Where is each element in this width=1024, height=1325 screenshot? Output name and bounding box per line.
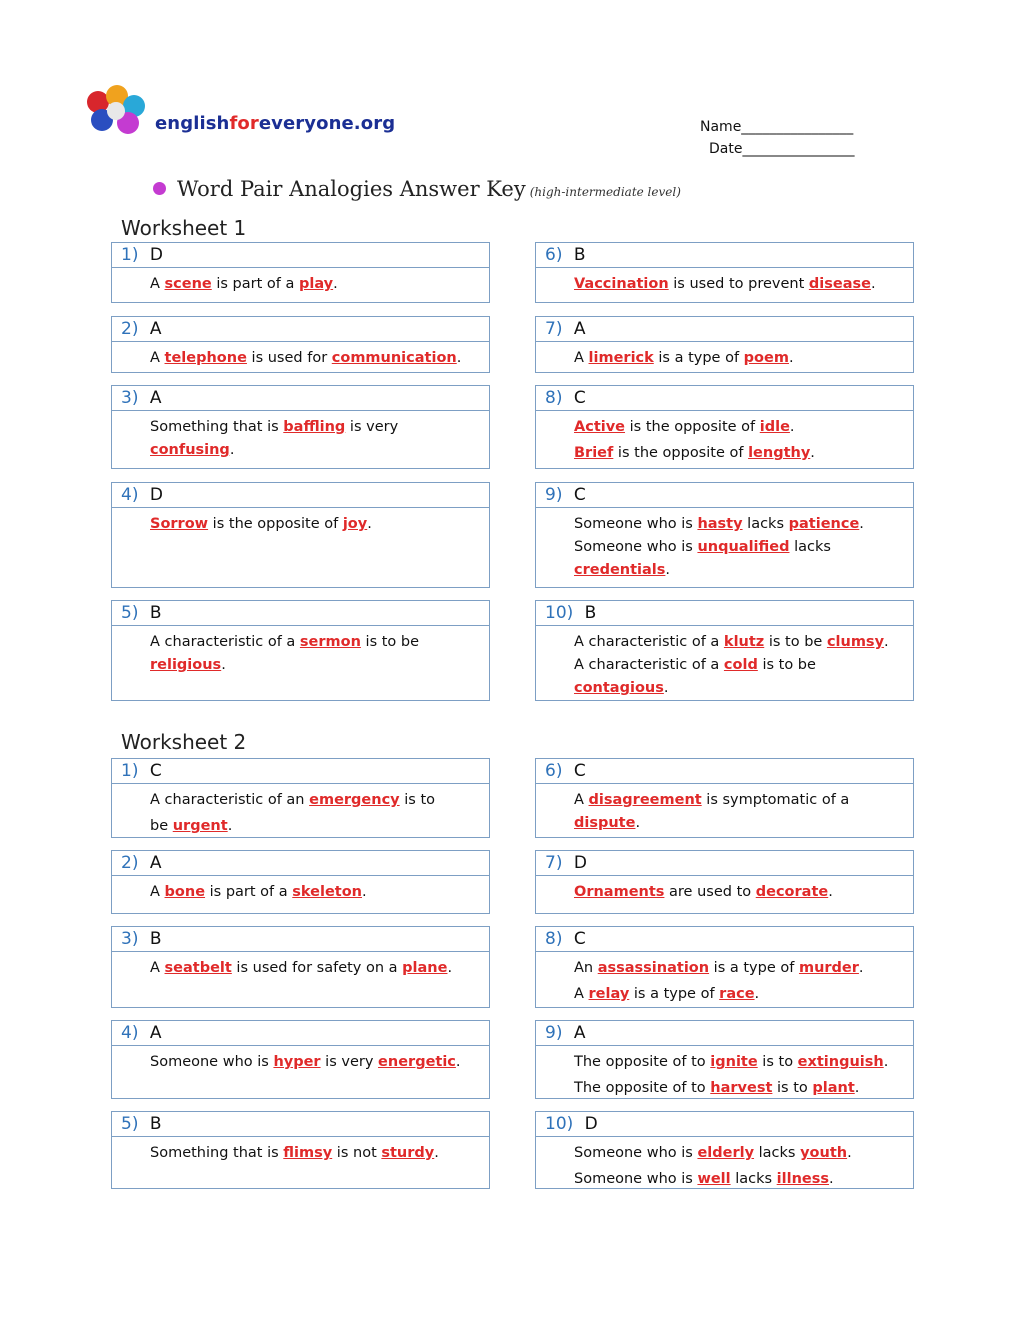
keyword: scene bbox=[164, 276, 212, 292]
keyword: disagreement bbox=[588, 792, 702, 808]
answer-letter: A bbox=[568, 1023, 586, 1043]
explanation-text: . bbox=[884, 634, 889, 650]
explanation-text: Someone who is bbox=[574, 516, 698, 532]
explanation-line bbox=[150, 789, 479, 812]
explanation-line bbox=[574, 273, 903, 296]
explanation-text: is very bbox=[320, 1054, 379, 1070]
explanation-text: . bbox=[227, 818, 233, 834]
worksheet-heading: Worksheet 2 bbox=[121, 730, 247, 754]
keyword: emergency bbox=[309, 792, 400, 808]
answer-card bbox=[535, 1111, 914, 1189]
keyword: assassination bbox=[597, 960, 710, 976]
answer-card bbox=[535, 385, 914, 469]
explanation-line bbox=[574, 983, 903, 1006]
explanation-text: The opposite of to bbox=[574, 1080, 711, 1096]
keyword: lengthy bbox=[748, 445, 811, 461]
explanation-text: . bbox=[447, 960, 453, 976]
explanation-text: . bbox=[229, 442, 235, 458]
explanation-text: A bbox=[574, 986, 589, 1002]
explanation-text: . bbox=[456, 350, 462, 366]
explanation-text: is the opposite of bbox=[625, 419, 760, 435]
answer-letter: B bbox=[144, 929, 162, 949]
answer-card bbox=[111, 600, 490, 701]
answer-card-header bbox=[112, 483, 489, 508]
keyword: Sorrow bbox=[150, 516, 209, 532]
explanation-text: lacks bbox=[742, 516, 789, 532]
keyword: credentials bbox=[574, 562, 666, 578]
explanation-text: A bbox=[150, 276, 165, 292]
answer-letter: C bbox=[568, 929, 586, 949]
explanation-text: The opposite of to bbox=[574, 1054, 711, 1070]
explanation-text: . bbox=[810, 445, 815, 461]
explanation-text: A characteristic of a bbox=[574, 634, 724, 650]
question-number: 7) bbox=[545, 853, 563, 873]
keyword: Vaccination bbox=[574, 276, 669, 292]
answer-card bbox=[535, 316, 914, 373]
keyword: clumsy bbox=[826, 634, 885, 650]
keyword: illness bbox=[776, 1171, 830, 1187]
question-number: 10) bbox=[545, 603, 574, 623]
keyword: race bbox=[719, 986, 755, 1002]
answer-letter: A bbox=[144, 319, 162, 339]
explanation-text: is to bbox=[399, 792, 435, 808]
explanation-text: lacks bbox=[789, 539, 831, 555]
answer-letter: C bbox=[568, 388, 586, 408]
explanation-text: be bbox=[150, 818, 173, 834]
explanation-line bbox=[574, 513, 903, 536]
question-number: 9) bbox=[545, 485, 563, 505]
explanation-text: is the opposite of bbox=[208, 516, 343, 532]
explanation-text: . bbox=[665, 562, 671, 578]
answer-card-header bbox=[536, 927, 913, 952]
keyword: Active bbox=[574, 419, 626, 435]
keyword: energetic bbox=[378, 1054, 456, 1070]
answer-card bbox=[535, 926, 914, 1008]
keyword: relay bbox=[588, 986, 630, 1002]
question-number: 6) bbox=[545, 761, 563, 781]
answer-card-header bbox=[536, 1021, 913, 1046]
answer-card bbox=[111, 482, 490, 588]
answer-explanation bbox=[536, 342, 913, 370]
keyword: sturdy bbox=[381, 1145, 435, 1161]
keyword: poem bbox=[743, 350, 789, 366]
explanation-text: . bbox=[362, 884, 367, 900]
question-number: 2) bbox=[121, 319, 139, 339]
explanation-text: is to be bbox=[360, 634, 420, 650]
answer-card bbox=[111, 926, 490, 1008]
explanation-text: Someone who is bbox=[150, 1054, 274, 1070]
answer-card-header bbox=[536, 1112, 913, 1137]
explanation-line bbox=[574, 559, 903, 582]
explanation-text: is to bbox=[757, 1054, 798, 1070]
keyword: baffling bbox=[283, 419, 346, 435]
explanation-text: . bbox=[333, 276, 338, 292]
answer-explanation bbox=[112, 626, 489, 677]
explanation-line bbox=[150, 881, 479, 904]
explanation-line bbox=[150, 347, 479, 370]
explanation-text: A bbox=[574, 350, 589, 366]
explanation-line bbox=[150, 957, 479, 980]
explanation-text: is very bbox=[345, 419, 399, 435]
answer-letter: A bbox=[144, 853, 162, 873]
explanation-line bbox=[574, 881, 903, 904]
answer-explanation bbox=[112, 268, 489, 296]
explanation-text: . bbox=[828, 884, 833, 900]
keyword: idle bbox=[759, 419, 790, 435]
question-number: 3) bbox=[121, 929, 139, 949]
keyword: Ornaments bbox=[574, 884, 665, 900]
keyword: unqualified bbox=[697, 539, 790, 555]
question-number: 5) bbox=[121, 603, 139, 623]
explanation-text: Something that is bbox=[150, 419, 284, 435]
keyword: disease bbox=[808, 276, 871, 292]
answer-card bbox=[111, 758, 490, 838]
answer-card bbox=[535, 758, 914, 838]
explanation-line bbox=[150, 1051, 479, 1074]
answer-explanation bbox=[112, 411, 489, 462]
keyword: decorate bbox=[755, 884, 829, 900]
answer-card-header bbox=[112, 759, 489, 784]
explanation-line bbox=[574, 654, 903, 677]
answer-explanation bbox=[536, 784, 913, 835]
keyword: murder bbox=[798, 960, 859, 976]
explanation-text: is used to prevent bbox=[668, 276, 809, 292]
explanation-line bbox=[574, 536, 903, 559]
answer-card bbox=[111, 385, 490, 469]
question-number: 5) bbox=[121, 1114, 139, 1134]
explanation-text: is the opposite of bbox=[613, 445, 749, 461]
keyword: cold bbox=[723, 657, 758, 673]
keyword: urgent bbox=[172, 818, 228, 834]
keyword: well bbox=[697, 1171, 731, 1187]
answer-card bbox=[111, 242, 490, 303]
explanation-line bbox=[574, 1142, 903, 1165]
answer-explanation bbox=[536, 411, 913, 465]
explanation-line bbox=[150, 273, 479, 296]
answer-explanation bbox=[112, 342, 489, 370]
explanation-line bbox=[574, 631, 903, 654]
answer-card bbox=[111, 1111, 490, 1189]
explanation-text: is to be bbox=[764, 634, 827, 650]
answer-letter: D bbox=[579, 1114, 598, 1134]
site-logo-icon bbox=[84, 84, 150, 136]
keyword: communication bbox=[331, 350, 457, 366]
explanation-text: . bbox=[455, 1054, 461, 1070]
explanation-text: A bbox=[150, 350, 165, 366]
answer-explanation bbox=[536, 876, 913, 904]
keyword: youth bbox=[800, 1145, 848, 1161]
keyword: hasty bbox=[697, 516, 743, 532]
question-number: 10) bbox=[545, 1114, 574, 1134]
answer-letter: D bbox=[568, 853, 587, 873]
answer-card bbox=[111, 850, 490, 914]
keyword: dispute bbox=[574, 815, 636, 831]
explanation-line bbox=[150, 654, 479, 677]
explanation-text: . bbox=[829, 1171, 834, 1187]
answer-explanation bbox=[536, 952, 913, 1006]
explanation-text: A characteristic of a bbox=[150, 634, 300, 650]
bullet-icon bbox=[153, 182, 166, 195]
explanation-text: . bbox=[858, 960, 864, 976]
answer-letter: B bbox=[144, 1114, 162, 1134]
answer-card bbox=[535, 600, 914, 701]
keyword: bone bbox=[164, 884, 206, 900]
answer-card-header bbox=[112, 386, 489, 411]
answer-explanation bbox=[536, 626, 913, 700]
explanation-line bbox=[574, 442, 903, 465]
explanation-text: is part of a bbox=[205, 884, 293, 900]
explanation-text: A characteristic of a bbox=[574, 657, 724, 673]
explanation-line bbox=[150, 1142, 479, 1165]
question-number: 9) bbox=[545, 1023, 563, 1043]
question-number: 7) bbox=[545, 319, 563, 339]
answer-letter: C bbox=[568, 761, 586, 781]
explanation-text: is a type of bbox=[629, 986, 720, 1002]
explanation-text: is a type of bbox=[653, 350, 744, 366]
worksheet-heading: Worksheet 1 bbox=[121, 216, 247, 240]
explanation-line bbox=[150, 416, 479, 462]
keyword: seatbelt bbox=[164, 960, 232, 976]
keyword: skeleton bbox=[292, 884, 363, 900]
answer-card-header bbox=[536, 243, 913, 268]
answer-card bbox=[535, 850, 914, 914]
keyword: joy bbox=[342, 516, 368, 532]
keyword: Brief bbox=[574, 445, 614, 461]
answer-card-header bbox=[112, 601, 489, 626]
answer-card-header bbox=[536, 483, 913, 508]
explanation-line bbox=[574, 957, 903, 980]
keyword: telephone bbox=[164, 350, 247, 366]
answer-explanation bbox=[112, 784, 489, 838]
answer-explanation bbox=[536, 508, 913, 582]
answer-card-header bbox=[536, 317, 913, 342]
answer-card-header bbox=[536, 851, 913, 876]
answer-explanation bbox=[536, 1046, 913, 1100]
question-number: 4) bbox=[121, 485, 139, 505]
explanation-text: A bbox=[150, 960, 165, 976]
answer-card-header bbox=[112, 1021, 489, 1046]
explanation-line bbox=[574, 812, 903, 835]
question-number: 8) bbox=[545, 929, 563, 949]
explanation-line bbox=[150, 513, 479, 536]
explanation-text: Someone who is bbox=[574, 1145, 698, 1161]
explanation-text: . bbox=[635, 815, 641, 831]
keyword: confusing bbox=[150, 442, 230, 458]
question-number: 8) bbox=[545, 388, 563, 408]
answer-explanation bbox=[112, 1137, 489, 1165]
page-title: Word Pair Analogies Answer Key (high-intermediate level) bbox=[177, 177, 681, 201]
explanation-text: A characteristic of an bbox=[150, 792, 310, 808]
page-subtitle: (high-intermediate level) bbox=[529, 185, 681, 199]
answer-letter: A bbox=[568, 319, 586, 339]
explanation-text: . bbox=[221, 657, 226, 673]
explanation-text: An bbox=[574, 960, 598, 976]
answer-card-header bbox=[112, 1112, 489, 1137]
explanation-line bbox=[150, 631, 479, 654]
keyword: ignite bbox=[710, 1054, 758, 1070]
answer-letter: C bbox=[568, 485, 586, 505]
explanation-text: Something that is bbox=[150, 1145, 284, 1161]
keyword: religious bbox=[150, 657, 222, 673]
explanation-text: is not bbox=[332, 1145, 382, 1161]
question-number: 4) bbox=[121, 1023, 139, 1043]
answer-letter: B bbox=[579, 603, 597, 623]
answer-explanation bbox=[112, 1046, 489, 1074]
explanation-line bbox=[574, 347, 903, 370]
explanation-line bbox=[574, 677, 903, 700]
answer-explanation bbox=[112, 876, 489, 904]
explanation-text: . bbox=[663, 680, 669, 696]
answer-explanation bbox=[112, 508, 489, 536]
explanation-text: . bbox=[789, 419, 795, 435]
explanation-text: . bbox=[847, 1145, 852, 1161]
keyword: elderly bbox=[697, 1145, 755, 1161]
answer-letter: B bbox=[568, 245, 586, 265]
explanation-text: is part of a bbox=[211, 276, 299, 292]
explanation-text: are used to bbox=[664, 884, 756, 900]
answer-letter: D bbox=[144, 485, 163, 505]
explanation-text: lacks bbox=[754, 1145, 801, 1161]
answer-letter: D bbox=[144, 245, 163, 265]
answer-card-header bbox=[112, 851, 489, 876]
explanation-text: A bbox=[574, 792, 589, 808]
answer-letter: B bbox=[144, 603, 162, 623]
answer-card-header bbox=[112, 317, 489, 342]
explanation-text: is used for bbox=[246, 350, 332, 366]
explanation-line bbox=[150, 815, 479, 838]
answer-card bbox=[535, 1020, 914, 1099]
answer-card-header bbox=[536, 759, 913, 784]
keyword: play bbox=[298, 276, 334, 292]
keyword: hyper bbox=[273, 1054, 321, 1070]
answer-letter: C bbox=[144, 761, 162, 781]
explanation-text: . bbox=[859, 516, 864, 532]
answer-explanation bbox=[112, 952, 489, 980]
answer-card-header bbox=[536, 386, 913, 411]
keyword: plane bbox=[402, 960, 448, 976]
explanation-text: . bbox=[883, 1054, 889, 1070]
question-number: 6) bbox=[545, 245, 563, 265]
keyword: extinguish bbox=[797, 1054, 884, 1070]
explanation-text: is used for safety on a bbox=[231, 960, 403, 976]
explanation-text: . bbox=[754, 986, 760, 1002]
answer-explanation bbox=[536, 1137, 913, 1191]
keyword: klutz bbox=[723, 634, 765, 650]
name-field-label: Name________________ bbox=[700, 119, 854, 135]
explanation-text: is a type of bbox=[709, 960, 799, 976]
answer-card-header bbox=[112, 243, 489, 268]
explanation-line bbox=[574, 1168, 903, 1191]
explanation-text: . bbox=[434, 1145, 439, 1161]
keyword: flimsy bbox=[283, 1145, 333, 1161]
keyword: sermon bbox=[299, 634, 361, 650]
answer-card-header bbox=[536, 601, 913, 626]
explanation-text: is to be bbox=[757, 657, 816, 673]
explanation-line bbox=[574, 1051, 903, 1074]
answer-card-header bbox=[112, 927, 489, 952]
answer-card bbox=[535, 242, 914, 303]
answer-card bbox=[535, 482, 914, 588]
keyword: limerick bbox=[588, 350, 654, 366]
answer-letter: A bbox=[144, 1023, 162, 1043]
explanation-text: . bbox=[854, 1080, 860, 1096]
keyword: patience bbox=[788, 516, 860, 532]
explanation-line bbox=[574, 789, 903, 812]
date-field-label: Date________________ bbox=[709, 141, 855, 157]
site-name[interactable]: englishforeveryone.org bbox=[155, 113, 396, 134]
keyword: contagious bbox=[574, 680, 664, 696]
keyword: harvest bbox=[710, 1080, 773, 1096]
question-number: 1) bbox=[121, 761, 139, 781]
answer-card bbox=[111, 316, 490, 373]
explanation-text: . bbox=[367, 516, 372, 532]
explanation-text: lacks bbox=[730, 1171, 777, 1187]
explanation-line bbox=[574, 416, 903, 439]
explanation-text: A bbox=[150, 884, 165, 900]
answer-explanation bbox=[536, 268, 913, 296]
explanation-line bbox=[574, 1077, 903, 1100]
question-number: 3) bbox=[121, 388, 139, 408]
answer-card bbox=[111, 1020, 490, 1099]
keyword: plant bbox=[812, 1080, 855, 1096]
explanation-text: is to bbox=[772, 1080, 813, 1096]
explanation-text: Someone who is bbox=[574, 1171, 698, 1187]
explanation-text: . bbox=[788, 350, 794, 366]
question-number: 1) bbox=[121, 245, 139, 265]
explanation-text: Someone who is bbox=[574, 539, 698, 555]
explanation-text: is symptomatic of a bbox=[701, 792, 850, 808]
answer-letter: A bbox=[144, 388, 162, 408]
explanation-text: . bbox=[870, 276, 876, 292]
question-number: 2) bbox=[121, 853, 139, 873]
